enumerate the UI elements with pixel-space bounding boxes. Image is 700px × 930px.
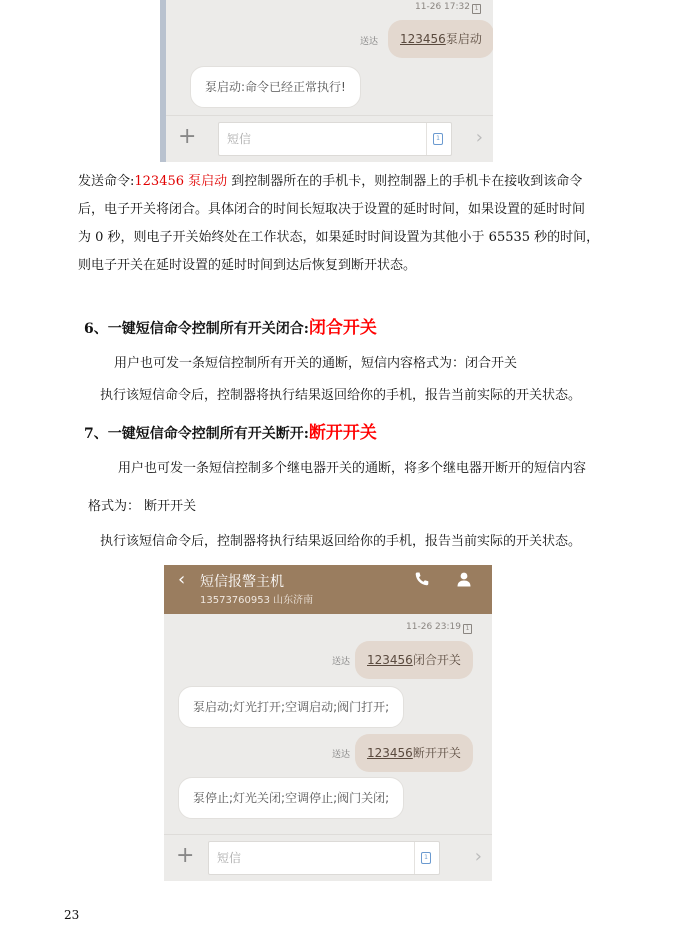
command-text: 断开开关 xyxy=(412,746,461,760)
command-password[interactable]: 123456 xyxy=(367,746,413,760)
divider xyxy=(414,842,415,874)
message-composer xyxy=(164,834,492,881)
message-timestamp: 11-26 23:19 1 xyxy=(406,622,472,634)
send-icon[interactable]: › xyxy=(475,127,483,148)
received-message-bubble[interactable]: 泵启动:命令已经正常执行! xyxy=(190,66,361,108)
sent-message-bubble[interactable] xyxy=(355,641,473,679)
sent-message-bubble[interactable] xyxy=(355,734,473,772)
sim-icon: 1 xyxy=(472,4,481,14)
conversation-header xyxy=(164,565,492,614)
divider xyxy=(426,123,427,155)
section-6-heading: 6、一键短信命令控制所有开关闭合:闭合开关 xyxy=(84,318,377,338)
contact-number: 13573760953 山东济南 xyxy=(200,595,314,606)
sms-screenshot-bottom xyxy=(164,565,492,881)
add-attachment-icon[interactable]: + xyxy=(176,843,195,868)
message-composer xyxy=(166,115,493,162)
section-7-command: 断开开关 xyxy=(308,423,377,443)
command-password[interactable]: 123456 xyxy=(400,32,446,46)
sim-select-icon[interactable]: 1 xyxy=(421,852,431,864)
sim-select-icon[interactable]: 1 xyxy=(433,133,443,145)
received-message-bubble[interactable]: 泵启动;灯光打开;空调启动;阀门打开; xyxy=(178,686,404,728)
sms-screenshot-top xyxy=(160,0,493,162)
section-7-format: 格式为： 断开开关 xyxy=(88,499,197,514)
delivered-label: 送达 xyxy=(332,657,351,667)
delivered-label: 送达 xyxy=(360,37,379,47)
contact-name: 短信报警主机 xyxy=(200,574,284,590)
contact-icon[interactable] xyxy=(456,571,472,587)
sent-message-bubble[interactable] xyxy=(388,20,493,58)
page-number: 23 xyxy=(64,908,80,922)
command-example: 123456 泵启动 xyxy=(134,174,228,189)
command-text: 闭合开关 xyxy=(412,653,461,667)
command-password[interactable]: 123456 xyxy=(367,653,413,667)
sms-input-placeholder: 短信 xyxy=(217,851,242,865)
send-icon[interactable]: › xyxy=(474,846,482,867)
add-attachment-icon[interactable]: + xyxy=(178,124,197,149)
sim-icon: 1 xyxy=(463,624,472,634)
section-7-heading: 7、一键短信命令控制所有开关断开:断开开关 xyxy=(84,423,377,443)
back-arrow-icon[interactable]: ‹ xyxy=(178,569,186,590)
message-timestamp: 11-26 17:32 1 xyxy=(415,2,481,14)
section-7-result: 执行该短信命令后，控制器将执行结果返回给你的手机，报告当前实际的开关状态。 xyxy=(100,534,582,549)
command-text: 泵启动 xyxy=(445,32,482,46)
section-6-result: 执行该短信命令后，控制器将执行结果返回给你的手机，报告当前实际的开关状态。 xyxy=(100,388,582,403)
section-6-command: 闭合开关 xyxy=(308,318,377,338)
delivered-label: 送达 xyxy=(332,750,351,760)
section-6-text: 用户也可发一条短信控制所有开关的通断，短信内容格式为：闭合开关 xyxy=(114,356,518,371)
sms-input[interactable] xyxy=(208,841,440,875)
sms-input[interactable] xyxy=(218,122,452,156)
section-7-text: 用户也可发一条短信控制多个继电器开关的通断，将多个继电器开断开的短信内容 xyxy=(118,461,587,476)
phone-call-icon[interactable] xyxy=(414,571,430,587)
received-message-bubble[interactable]: 泵停止;灯光关闭;空调停止;阀门关闭; xyxy=(178,777,404,819)
sms-input-placeholder: 短信 xyxy=(227,132,252,146)
command-description: 发送命令:123456 泵启动 到控制器所在的手机卡，则控制器上的手机卡在接收到该命令 后，电子开关将闭合。具体闭合的时间长短取决于设置的延时时间，如果设置的延时时间 为 0 秒，则电子开关始终处在工作状态，如果延时时间设置为其他小于 65535 秒的时间， 则电子开关在延时设置的延时时间到达后恢复到断开状态。 xyxy=(78,174,600,273)
